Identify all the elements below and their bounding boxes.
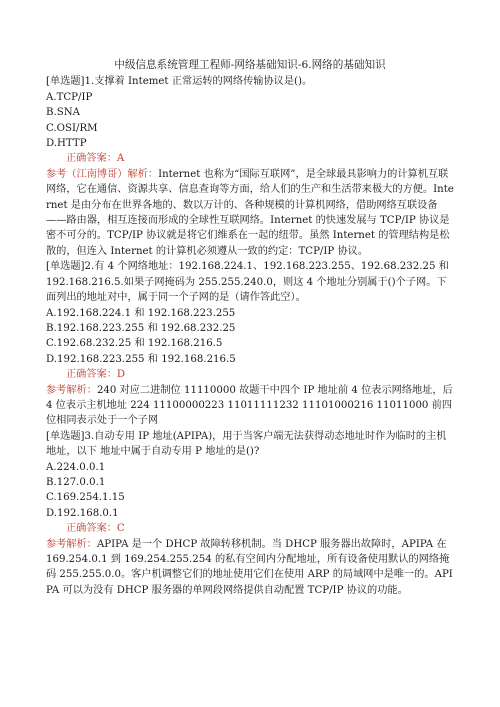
question-stem: [单选题]3.自动专用 IP 地址(APIPA)，用于当客户端无法获得动态地址时作为临时的主机地址，以下 地址中属于自动专用 P 地址的是()? xyxy=(46,430,447,458)
option-d: D.HTTP xyxy=(46,138,87,150)
explanation-label: 参考（江南博哥）解析： xyxy=(46,168,159,180)
explanation xyxy=(46,383,454,429)
question-stem: [单选题]1.支撑着 Intemet 正常运转的网络传输协议是()。 xyxy=(46,76,313,88)
question-1 xyxy=(46,74,454,259)
document-title: 中级信息系统管理工程师-网络基础知识-6.网络的基础知识 xyxy=(114,59,386,71)
explanation-label: 参考解析： xyxy=(46,538,97,550)
question-3 xyxy=(46,429,454,598)
option-a: A.192.168.224.1 和 192.168.223.255 xyxy=(46,307,236,319)
explanation-label: 参考解析： xyxy=(46,384,97,396)
explanation xyxy=(46,537,454,599)
correct-answer: 正确答案：A xyxy=(66,153,125,165)
option-d: D.192.168.0.1 xyxy=(46,507,119,519)
explanation-text: Internet 也称为“国际互联网”，是全球最具影响力的计算机互联网络，它在通信、资源共享、信息查询等方面，给人们的生产和生活带来极大的方便。Internet 是由分布在世界各地的、数以万计的、各种规模的计算机网络，借助网络互联设备——路由器，相互连接而形成的全球性互联网络。Internet 的快速发展与 TCP/IP 协议是密不可分的。TCP/IP 协议就是将它们维系在一起的纽带。虽然 Internet 的管理结构是松散的，但连入 Internet 的计算机必须遵从一致的约定：TCP/IP 协议。 xyxy=(46,168,454,257)
option-c: C.169.254.1.15 xyxy=(46,492,125,504)
question-2 xyxy=(46,259,454,428)
explanation-text: APIPA 是一个 DHCP 故障转移机制。当 DHCP 服务器出故障时，APIPA 在 169.254.0.1 到 169.254.255.254 的私有空间内分配地址，所有设备使用默认的网络掩码 255.255.0.0。客户机调整它们的地址使用它们在使用 ARP 的局域网中是唯一的。APIPA 可以为没有 DHCP 服务器的单网段网络提供自动配置 TCP/IP 协议的功能。 xyxy=(46,538,453,596)
option-a: A.TCP/IP xyxy=(46,91,93,103)
option-c: C.192.68.232.25 和 192.168.216.5 xyxy=(46,338,223,350)
correct-answer: 正确答案：D xyxy=(66,369,126,381)
correct-answer: 正确答案：C xyxy=(66,523,125,535)
question-stem: [单选题]2.有 4 个网络地址：192.168.224.1、192.168.223.255、192.68.232.25 和 192.168.216.5.如果子网掩码为 255.255.240.0，则这 4 个地址分别属于()个子网。下面列出的地址对中，属于同一个子网的是（请作答此空）。 xyxy=(46,261,449,304)
option-b: B.SNA xyxy=(46,107,80,119)
explanation xyxy=(46,167,454,259)
option-b: B.127.0.0.1 xyxy=(46,476,106,488)
option-d: D.192.168.223.255 和 192.168.216.5 xyxy=(46,353,236,365)
explanation-text: 240 对应二进制位 11110000 故题干中四个 IP 地址前 4 位表示网络地址，后 4 位表示主机地址 224 11100000223 11011111232 11101000216 11011000 前四位相同表示处于一个子网 xyxy=(46,384,453,427)
option-b: B.192.168.223.255 和 192.68.232.25 xyxy=(46,322,236,334)
option-c: C.OSI/RM xyxy=(46,122,98,134)
option-a: A.224.0.0.1 xyxy=(46,461,106,473)
